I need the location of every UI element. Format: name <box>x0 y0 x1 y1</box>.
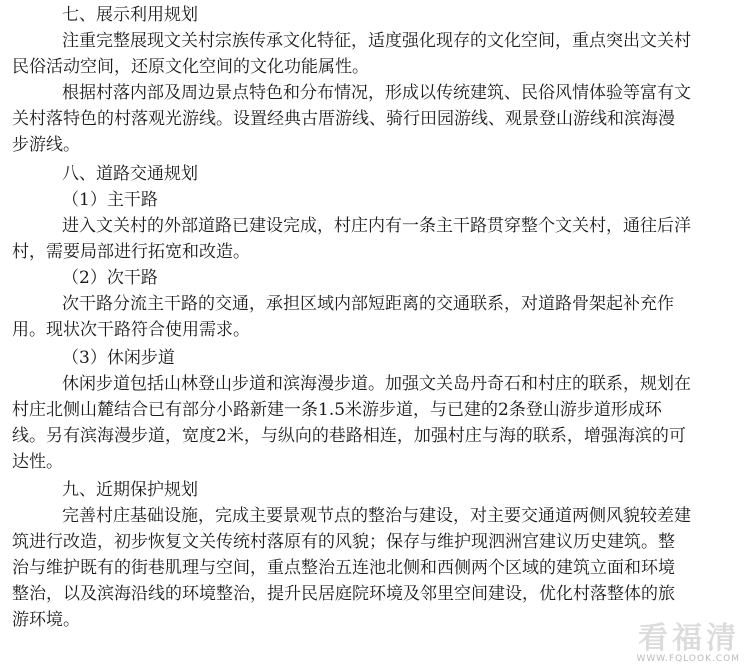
paragraph-line: 次干路分流主干路的交通，承担区域内部短距离的交通联系，对道路骨架起补充作 <box>62 294 674 314</box>
paragraph-line: 村庄北侧山麓结合已有部分小路新建一条1.5米游步道，与已建的2条登山游步道形成环 <box>12 400 662 420</box>
subheading-main-road: （1）主干路 <box>62 190 158 210</box>
paragraph-line: 筑进行改造，初步恢复文关传统村落原有的风貌；保存与维护现泗洲宫建议历史建筑。整 <box>12 532 675 552</box>
paragraph-line: 村，需要局部进行拓宽和改造。 <box>12 242 250 262</box>
paragraph-line: 整治，以及滨海沿线的环境整治，提升民居庭院环境及邻里空间建设，优化村落整体的旅 <box>12 584 675 604</box>
paragraph-line: 根据村落内部及周边景点特色和分布情况，形成以传统建筑、民俗风情体验等富有文 <box>62 83 691 103</box>
section-heading-8: 八、道路交通规划 <box>62 164 198 184</box>
paragraph-line: 民俗活动空间，还原文化空间的文化功能属性。 <box>12 57 369 77</box>
subheading-secondary-road: （2）次干路 <box>62 268 158 288</box>
section-heading-7: 七、展示利用规划 <box>62 5 198 25</box>
paragraph-line: 完善村庄基础设施，完成主要景观节点的整治与建设，对主要交通道两侧风貌较差建 <box>62 506 691 526</box>
paragraph-line: 关村落特色的村落观光游线。设置经典古厝游线、骑行田园游线、观景登山游线和滨海漫 <box>12 109 675 129</box>
watermark-url: WWW.FQLOOK.COM <box>636 654 740 664</box>
subheading-leisure-trail: （3）休闲步道 <box>62 348 175 368</box>
paragraph-line: 达性。 <box>12 452 63 472</box>
paragraph-line: 步游线。 <box>12 135 80 155</box>
section-heading-9: 九、近期保护规划 <box>62 480 198 500</box>
paragraph-line: 游环境。 <box>12 610 80 630</box>
watermark-logo-text: 看福清 <box>638 621 740 656</box>
paragraph-line: 线。另有滨海漫步道，宽度2米，与纵向的巷路相连，加强村庄与海的联系，增强海滨的可 <box>12 426 686 446</box>
paragraph-line: 用。现状次干路符合使用需求。 <box>12 320 250 340</box>
paragraph-line: 休闲步道包括山林登山步道和滨海漫步道。加强文关岛丹奇石和村庄的联系，规划在 <box>62 374 691 394</box>
paragraph-line: 进入文关村的外部道路已建设完成，村庄内有一条主干路贯穿整个文关村，通往后洋 <box>62 216 691 236</box>
site-watermark <box>636 621 740 664</box>
paragraph-line: 治与维护既有的街巷肌理与空间，重点整治五连池北侧和西侧两个区域的建筑立面和环境 <box>12 558 675 578</box>
paragraph-line: 注重完整展现文关村宗族传承文化特征，适度强化现存的文化空间，重点突出文关村 <box>62 31 691 51</box>
